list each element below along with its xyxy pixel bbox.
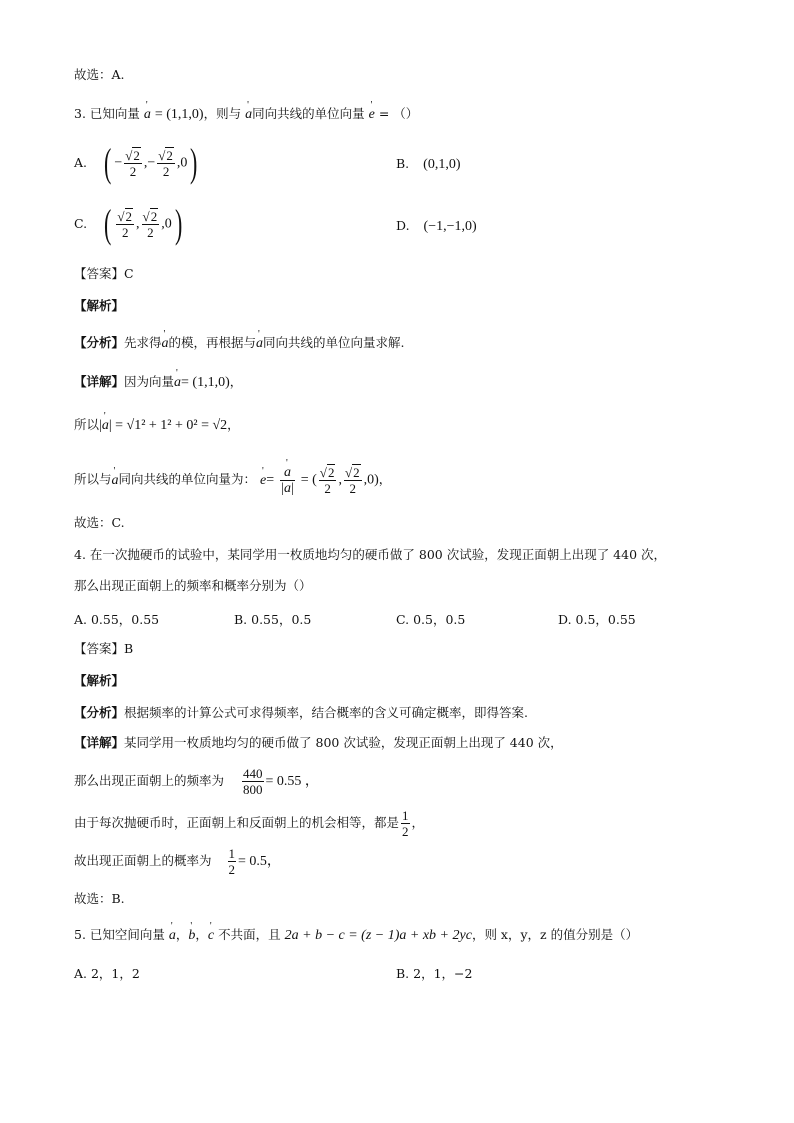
q3-analysis-heading: 【解析】: [74, 298, 125, 313]
q3-conclusion: 故选：C.: [74, 515, 125, 530]
q4-option-c: C. 0.5，0.5: [396, 612, 466, 627]
q2-conclusion: 故选：A.: [74, 67, 125, 82]
q3-unit-vector-line: 所以与' a同向共线的单位向量为： ' e= ' $\frac{a}{|a|}$ = ( $\frac{√2}{2}$ , $\frac{√2}{2}$ ,0)，: [74, 464, 391, 496]
q3-answer: 【答案】C: [74, 266, 134, 281]
q3-modulus-line: 所以|' a| = √1² + 1² + 0² = √2，: [74, 416, 240, 435]
q4-option-b: B. 0.55，0.5: [234, 612, 312, 627]
q4-analysis-heading: 【解析】: [74, 673, 125, 688]
q3-option-a: A. ( − $\frac{√2}{2}$ ,− $\frac{√2}{2}$ ,0): [74, 140, 198, 185]
q3-option-c: C. ( $\frac{√2}{2}$ , $\frac{√2}{2}$ ,0): [74, 201, 183, 246]
q4-fenxi: 【分析】根据频率的计算公式可求得频率，结合概率的含义可确定概率，即得答案.: [74, 705, 528, 720]
q4-stem-line-2: 那么出现正面朝上的频率和概率分别为（）: [74, 578, 312, 593]
q5-stem: 5. 已知空间向量 ' a，' b，' c 不共面，且 2a + b − c = (z − 1)a + xb + 2yc，则 x，y，z 的值分别是（）: [74, 926, 638, 945]
q3-fenxi: 【分析】先求得' a的模，再根据与' a同向共线的单位向量求解.: [74, 334, 405, 353]
q4-stem-line-1: 4. 在一次抛硬币的试验中，某同学用一枚质地均匀的硬币做了 800 次试验，发现正面朝上出现了 440 次，: [74, 547, 667, 562]
q4-answer: 【答案】B: [74, 641, 134, 656]
q5-option-a: A. 2，1，2: [74, 966, 140, 981]
q3-stem: 3. 已知向量 ' a = (1,1,0)，则与 ' a同向共线的单位向量 ' e = （）: [74, 105, 418, 124]
q4-probability-line: 故出现正面朝上的概率为 $\frac{1}{2}$ = 0.5，: [74, 846, 281, 877]
q4-option-a: A. 0.55，0.55: [74, 612, 160, 627]
q3-option-d: D. (−1,−1,0): [396, 218, 477, 234]
vector-e: ' e: [369, 106, 375, 124]
q4-equal-chance-line: 由于每次抛硬币时，正面朝上和反面朝上的机会相等，都是 $\frac{1}{2}$ ，: [74, 808, 425, 839]
vector-a: ' a: [144, 106, 151, 124]
vector-a: ' a: [245, 106, 252, 124]
q4-option-d: D. 0.5，0.55: [558, 612, 636, 627]
q5-option-b: B. 2，1，−2: [396, 966, 473, 981]
q4-xiangjie: 【详解】某同学用一枚质地均匀的硬币做了 800 次试验，发现正面朝上出现了 440 次，: [74, 735, 563, 750]
q4-frequency-line: 那么出现正面朝上的频率为 $\frac{440}{800}$ = 0.55 ，: [74, 766, 319, 797]
q3-option-b: B. (0,1,0): [396, 156, 461, 172]
q3-xiangjie: 【详解】因为向量' a= (1,1,0)，: [74, 373, 242, 392]
q4-conclusion: 故选：B.: [74, 891, 125, 906]
